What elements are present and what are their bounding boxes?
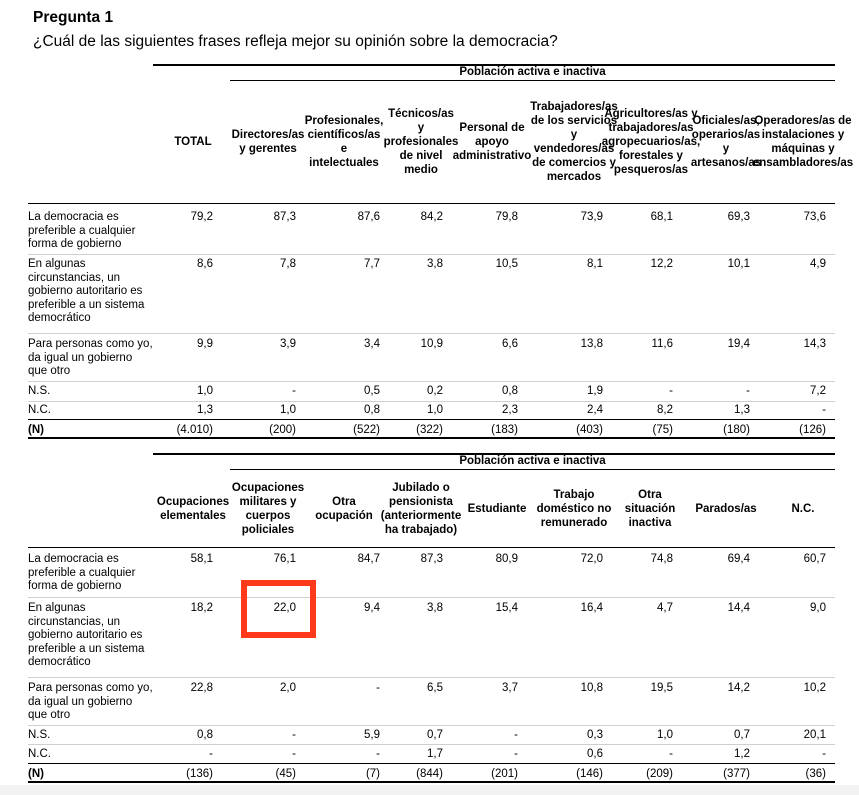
table1-col-header: Técnicos/as y profesionales de nivel medio <box>383 108 459 176</box>
table2-value-cell: 10,8 <box>580 682 603 694</box>
table1-value-cell: 87,6 <box>357 211 380 223</box>
table2-value-cell: 0,7 <box>427 729 443 741</box>
table2-col-header: Estudiante <box>467 502 527 515</box>
table2-value-cell: 9,0 <box>810 602 826 614</box>
table2-group-header: Población activa e inactiva <box>459 455 606 467</box>
table1-col-header: Profesionales, científicos/as e intelectuales <box>304 115 384 169</box>
table1-value-cell: (183) <box>491 424 518 436</box>
table1-value-cell: 1,3 <box>197 404 213 416</box>
table1-value-cell: 4,9 <box>810 258 826 270</box>
table2-col-header: Jubilado o pensionista (anteriormente ha trabajado) <box>380 481 462 536</box>
table1-value-cell: 7,8 <box>280 258 296 270</box>
page-title: Pregunta 1 <box>33 9 114 26</box>
table2-value-cell: 87,3 <box>420 553 443 565</box>
table1-value-cell: (200) <box>269 424 296 436</box>
table1-row-label: N.C. <box>28 404 51 416</box>
table2-col-header: Otra situación inactiva <box>624 488 676 529</box>
table2-value-cell: 3,7 <box>502 682 518 694</box>
table2-value-cell: (136) <box>186 768 213 780</box>
table2-row-rule <box>28 677 835 678</box>
table1-value-cell: (522) <box>353 424 380 436</box>
table1-value-cell: 1,0 <box>280 404 296 416</box>
table1-bottom-rule <box>28 437 835 439</box>
table2-bottom-rule <box>28 781 835 783</box>
table1-col-header: Trabajadores/as de los servicios y vendedores/as de comercios y mercados <box>530 101 618 183</box>
table1-value-cell: 1,0 <box>197 385 213 397</box>
question-text: ¿Cuál de las siguientes frases refleja mejor su opinión sobre la democracia? <box>33 33 558 50</box>
table2-value-cell: - <box>292 729 296 741</box>
table1-value-cell: 2,4 <box>587 404 603 416</box>
table2-value-cell: - <box>514 748 518 760</box>
table1-value-cell: 0,2 <box>427 385 443 397</box>
table2-row-rule <box>28 744 835 745</box>
table2-value-cell: - <box>669 748 673 760</box>
table1-value-cell: 0,5 <box>364 385 380 397</box>
table1-value-cell: (322) <box>416 424 443 436</box>
table2-value-cell: 80,9 <box>495 553 518 565</box>
table2-row-rule <box>28 597 835 598</box>
table2-value-cell: - <box>514 729 518 741</box>
table1-row-label: (N) <box>28 424 44 436</box>
table2-value-cell: 0,7 <box>734 729 750 741</box>
table2-value-cell: (377) <box>723 768 750 780</box>
table1-col-header: Operadores/as de instalaciones y máquinas y ensambladores/as <box>752 115 854 169</box>
table1-col-header: TOTAL <box>174 136 212 148</box>
table2-value-cell: (45) <box>275 768 296 780</box>
table1-value-cell: 1,3 <box>734 404 750 416</box>
table2-value-cell: 14,2 <box>727 682 750 694</box>
table2-value-cell: (146) <box>576 768 603 780</box>
table1-value-cell: - <box>746 385 750 397</box>
table1-col-header: Personal de apoyo administrativo <box>452 122 532 162</box>
table1-value-cell: - <box>292 385 296 397</box>
table2-row-rule <box>28 763 835 764</box>
table2-value-cell: 6,5 <box>427 682 443 694</box>
table1-value-cell: 13,8 <box>580 338 603 350</box>
table1-value-cell: 87,3 <box>273 211 296 223</box>
table2-value-cell: 18,2 <box>190 602 213 614</box>
table2-value-cell: - <box>376 748 380 760</box>
table1-value-cell: 14,3 <box>803 338 826 350</box>
page-footer-strip <box>0 785 859 795</box>
table1-value-cell: 3,8 <box>427 258 443 270</box>
table1-value-cell: 10,1 <box>727 258 750 270</box>
table2-value-cell: 1,7 <box>427 748 443 760</box>
table1-value-cell: 8,1 <box>587 258 603 270</box>
table2-col-header: Otra ocupación <box>315 495 373 522</box>
table1-value-cell: 9,9 <box>197 338 213 350</box>
table1-row-rule <box>28 254 835 255</box>
table1-value-cell: (75) <box>652 424 673 436</box>
table1-value-cell: 84,2 <box>420 211 443 223</box>
table1-value-cell: 2,3 <box>502 404 518 416</box>
table2-row-rule <box>28 725 835 726</box>
table2-value-cell: 0,6 <box>587 748 603 760</box>
table2-row-label: Para personas como yo, da igual un gobierno que otro <box>28 682 153 721</box>
table2-value-cell: 1,2 <box>734 748 750 760</box>
table1-row-label: En algunas circunstancias, un gobierno autoritario es preferible a un sistema democrático <box>28 258 145 324</box>
table1-value-cell: 10,9 <box>420 338 443 350</box>
table1-value-cell: 7,2 <box>810 385 826 397</box>
table2-header-rule <box>28 547 835 548</box>
table1-header-rule <box>28 203 835 204</box>
table2-value-cell: 74,8 <box>650 553 673 565</box>
table1-row-label: La democracia es preferible a cualquier forma de gobierno <box>28 211 136 250</box>
table2-value-cell: 69,4 <box>727 553 750 565</box>
table2-value-cell: 72,0 <box>580 553 603 565</box>
table1-row-rule <box>28 419 835 420</box>
table2-value-cell: 58,1 <box>190 553 213 565</box>
table1-row-label: Para personas como yo, da igual un gobierno que otro <box>28 338 153 377</box>
table2-value-cell: 2,0 <box>280 682 296 694</box>
table1-value-cell: (4.010) <box>176 424 213 436</box>
table2-row-label: N.C. <box>28 748 51 760</box>
table2-col-header: Ocupaciones elementales <box>156 495 230 522</box>
table2-value-cell: 9,4 <box>364 602 380 614</box>
highlight-box <box>241 580 316 638</box>
table1-value-cell: 6,6 <box>502 338 518 350</box>
table1-value-cell: 3,9 <box>280 338 296 350</box>
table2-value-cell: 14,4 <box>727 602 750 614</box>
table2-value-cell: 60,7 <box>803 553 826 565</box>
table2-value-cell: 0,3 <box>587 729 603 741</box>
table1-value-cell: 19,4 <box>727 338 750 350</box>
table2-value-cell: (209) <box>646 768 673 780</box>
table2-value-cell: 15,4 <box>495 602 518 614</box>
table2-col-header: Ocupaciones militares y cuerpos policiales <box>231 481 305 536</box>
table2-value-cell: 1,0 <box>657 729 673 741</box>
table2-value-cell: - <box>822 748 826 760</box>
table2-col-header: Trabajo doméstico no remunerado <box>536 488 612 529</box>
table2-value-cell: 4,7 <box>657 602 673 614</box>
table1-row-rule <box>28 381 835 382</box>
table1-value-cell: 8,6 <box>197 258 213 270</box>
table1-col-header: Oficiales/as, operarios/as y artesanos/as <box>690 115 762 169</box>
table2-value-cell: (201) <box>491 768 518 780</box>
table1-row-rule <box>28 401 835 402</box>
table1-value-cell: 79,2 <box>190 211 213 223</box>
table1-value-cell: 69,3 <box>727 211 750 223</box>
table2-value-cell: 16,4 <box>580 602 603 614</box>
table2-value-cell: 22,0 <box>273 602 296 614</box>
table1-group-rule <box>230 80 835 81</box>
table2-value-cell: 76,1 <box>273 553 296 565</box>
table2-value-cell: 19,5 <box>650 682 673 694</box>
table2-value-cell: - <box>292 748 296 760</box>
table2-value-cell: (36) <box>805 768 826 780</box>
table1-col-header: Directores/as y gerentes <box>231 129 305 155</box>
table1-value-cell: 0,8 <box>502 385 518 397</box>
table2-value-cell: (7) <box>365 768 380 780</box>
table2-value-cell: 22,8 <box>190 682 213 694</box>
table2-value-cell: 20,1 <box>803 729 826 741</box>
table1-value-cell: 11,6 <box>651 338 673 350</box>
table1-value-cell: 10,5 <box>495 258 518 270</box>
table2-value-cell: - <box>209 748 213 760</box>
table1-value-cell: 73,6 <box>803 211 826 223</box>
table2-value-cell: 84,7 <box>357 553 380 565</box>
table1-value-cell: 1,9 <box>587 385 603 397</box>
table1-value-cell: 68,1 <box>650 211 673 223</box>
table1-row-label: N.S. <box>28 385 51 397</box>
table1-group-header: Población activa e inactiva <box>459 66 606 78</box>
table2-row-label: La democracia es preferible a cualquier forma de gobierno <box>28 553 136 592</box>
table2-value-cell: (844) <box>416 768 443 780</box>
table1-value-cell: - <box>669 385 673 397</box>
table2-value-cell: - <box>376 682 380 694</box>
table2-value-cell: 3,8 <box>427 602 443 614</box>
table1-value-cell: 7,7 <box>364 258 380 270</box>
table1-value-cell: 3,4 <box>364 338 380 350</box>
table2-row-label: En algunas circunstancias, un gobierno autoritario es preferible a un sistema democrático <box>28 602 145 668</box>
table1-value-cell: 0,8 <box>364 404 380 416</box>
table2-value-cell: 0,8 <box>197 729 213 741</box>
table2-value-cell: 5,9 <box>364 729 380 741</box>
table1-col-header: Agricultores/as y trabajadores/as agropecuarios/as, forestales y pesqueros/as <box>601 108 701 176</box>
table2-row-label: (N) <box>28 768 44 780</box>
table1-value-cell: 8,2 <box>657 404 673 416</box>
table1-value-cell: 1,0 <box>427 404 443 416</box>
table2-col-header: N.C. <box>791 502 815 515</box>
table2-value-cell: 10,2 <box>803 682 826 694</box>
table1-value-cell: - <box>822 404 826 416</box>
table1-value-cell: 73,9 <box>580 211 603 223</box>
table1-row-rule <box>28 333 835 334</box>
table2-col-header: Parados/as <box>695 502 757 515</box>
table2-row-label: N.S. <box>28 729 51 741</box>
table1-value-cell: 79,8 <box>495 211 518 223</box>
table2-group-rule <box>230 469 835 470</box>
table1-value-cell: (126) <box>799 424 826 436</box>
table1-value-cell: (180) <box>723 424 750 436</box>
table1-value-cell: 12,2 <box>650 258 673 270</box>
table1-value-cell: (403) <box>576 424 603 436</box>
